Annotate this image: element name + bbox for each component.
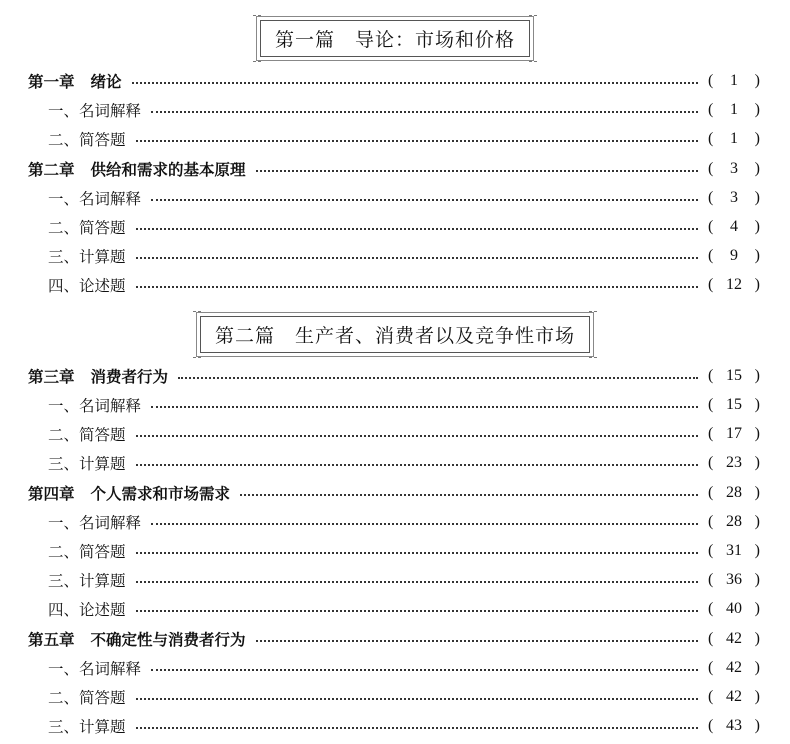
chapter-number: 第一章 bbox=[28, 73, 75, 91]
toc-section-row[interactable] bbox=[0, 97, 790, 123]
toc-section-row[interactable] bbox=[0, 126, 790, 152]
leader-dots bbox=[136, 552, 698, 554]
section-title: 四、论述题 bbox=[48, 601, 126, 619]
section-title: 一、名词解释 bbox=[48, 660, 142, 678]
page-number: ( 28 ) bbox=[708, 484, 760, 501]
leader-dots bbox=[151, 523, 698, 525]
toc-section-row[interactable] bbox=[0, 243, 790, 269]
page-number: ( 4 ) bbox=[708, 218, 760, 235]
page-number: ( 17 ) bbox=[708, 425, 760, 442]
toc-chapter-row[interactable] bbox=[0, 156, 790, 182]
section-title: 一、名词解释 bbox=[48, 514, 142, 532]
page-number: ( 31 ) bbox=[708, 542, 760, 559]
leader-dots bbox=[151, 199, 698, 201]
leader-dots bbox=[136, 727, 698, 729]
leader-dots bbox=[240, 494, 698, 496]
section-title: 一、名词解释 bbox=[48, 190, 142, 208]
section-title: 三、计算题 bbox=[48, 248, 126, 266]
leader-dots bbox=[132, 82, 698, 84]
leader-dots bbox=[178, 377, 698, 379]
toc-section-row[interactable] bbox=[0, 185, 790, 211]
leader-dots bbox=[136, 698, 698, 700]
page-number: ( 15 ) bbox=[708, 396, 760, 413]
toc-section-row[interactable] bbox=[0, 655, 790, 681]
toc-section-row[interactable] bbox=[0, 596, 790, 622]
toc-section-row[interactable] bbox=[0, 421, 790, 447]
toc-chapter-row[interactable] bbox=[0, 363, 790, 389]
page-number: ( 9 ) bbox=[708, 247, 760, 264]
section-title: 二、简答题 bbox=[48, 131, 126, 149]
part-title: 第二篇 生产者、消费者以及竞争性市场 bbox=[200, 316, 590, 353]
page-number: ( 28 ) bbox=[708, 513, 760, 530]
page-number: ( 42 ) bbox=[708, 659, 760, 676]
leader-dots bbox=[136, 257, 698, 259]
toc-section-row[interactable] bbox=[0, 509, 790, 535]
toc-chapter-row[interactable] bbox=[0, 68, 790, 94]
part-heading bbox=[0, 20, 790, 57]
toc-section-row[interactable] bbox=[0, 392, 790, 418]
toc-chapter-row[interactable] bbox=[0, 480, 790, 506]
toc-section-row[interactable] bbox=[0, 450, 790, 476]
toc-section-row[interactable] bbox=[0, 684, 790, 710]
toc-section-row[interactable] bbox=[0, 538, 790, 564]
toc-section-row[interactable] bbox=[0, 567, 790, 593]
chapter-number: 第三章 bbox=[28, 368, 75, 386]
chapter-title: 不确定性与消费者行为 bbox=[90, 631, 246, 649]
chapter-title: 个人需求和市场需求 bbox=[90, 485, 231, 503]
section-title: 一、名词解释 bbox=[48, 102, 142, 120]
leader-dots bbox=[256, 170, 698, 172]
toc-section-row[interactable] bbox=[0, 713, 790, 739]
leader-dots bbox=[151, 669, 698, 671]
chapter-title: 供给和需求的基本原理 bbox=[90, 161, 246, 179]
leader-dots bbox=[136, 464, 698, 466]
section-title: 三、计算题 bbox=[48, 455, 126, 473]
section-title: 三、计算题 bbox=[48, 718, 126, 736]
page-number: ( 3 ) bbox=[708, 189, 760, 206]
section-title: 二、简答题 bbox=[48, 689, 126, 707]
section-title: 四、论述题 bbox=[48, 277, 126, 295]
toc-section-row[interactable] bbox=[0, 214, 790, 240]
chapter-number: 第五章 bbox=[28, 631, 75, 649]
leader-dots bbox=[151, 111, 698, 113]
leader-dots bbox=[151, 406, 698, 408]
leader-dots bbox=[136, 228, 698, 230]
toc-chapter-row[interactable] bbox=[0, 626, 790, 652]
page-number: ( 40 ) bbox=[708, 600, 760, 617]
chapter-number: 第二章 bbox=[28, 161, 75, 179]
leader-dots bbox=[136, 435, 698, 437]
leader-dots bbox=[256, 640, 698, 642]
page-number: ( 1 ) bbox=[708, 130, 760, 147]
leader-dots bbox=[136, 286, 698, 288]
page-number: ( 43 ) bbox=[708, 717, 760, 734]
part-heading bbox=[0, 316, 790, 353]
page-number: ( 12 ) bbox=[708, 276, 760, 293]
page-number: ( 42 ) bbox=[708, 630, 760, 647]
page-number: ( 23 ) bbox=[708, 454, 760, 471]
leader-dots bbox=[136, 581, 698, 583]
leader-dots bbox=[136, 610, 698, 612]
page-number: ( 1 ) bbox=[708, 72, 760, 89]
chapter-title: 绪论 bbox=[90, 73, 122, 91]
part-title: 第一篇 导论：市场和价格 bbox=[260, 20, 530, 57]
page-number: ( 42 ) bbox=[708, 688, 760, 705]
page-number: ( 3 ) bbox=[708, 160, 760, 177]
section-title: 二、简答题 bbox=[48, 426, 126, 444]
page-number: ( 15 ) bbox=[708, 367, 760, 384]
leader-dots bbox=[136, 140, 698, 142]
section-title: 二、简答题 bbox=[48, 543, 126, 561]
toc-section-row[interactable] bbox=[0, 272, 790, 298]
section-title: 三、计算题 bbox=[48, 572, 126, 590]
page-number: ( 36 ) bbox=[708, 571, 760, 588]
page-number: ( 1 ) bbox=[708, 101, 760, 118]
section-title: 二、简答题 bbox=[48, 219, 126, 237]
chapter-number: 第四章 bbox=[28, 485, 75, 503]
section-title: 一、名词解释 bbox=[48, 397, 142, 415]
chapter-title: 消费者行为 bbox=[90, 368, 169, 386]
